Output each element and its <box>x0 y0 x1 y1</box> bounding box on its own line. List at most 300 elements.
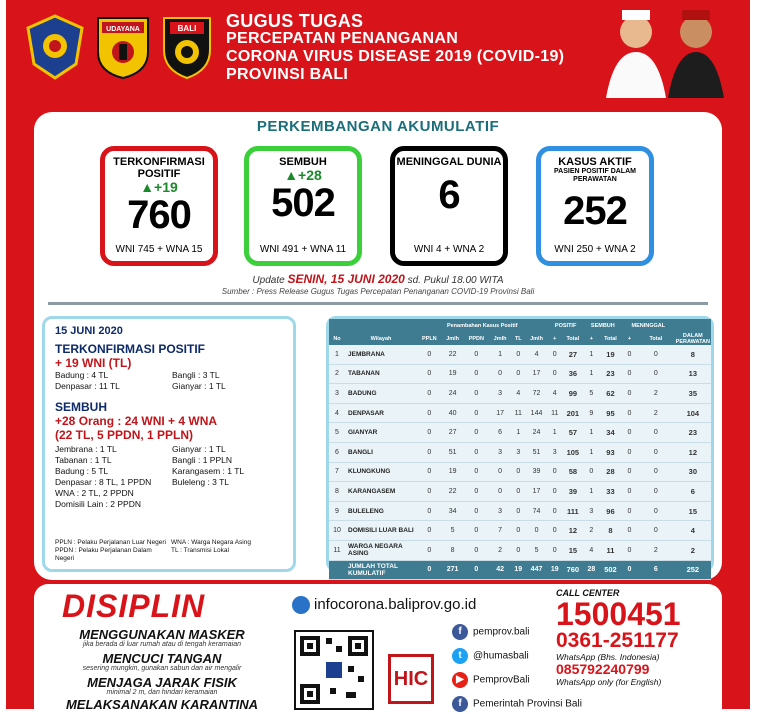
table-row <box>329 521 711 541</box>
table-cell: 0 <box>637 442 675 462</box>
positive-title: TERKONFIRMASI POSITIF <box>55 342 205 356</box>
column-header: Total <box>562 332 584 345</box>
column-header: + <box>584 332 599 345</box>
table-cell: 0 <box>417 364 442 384</box>
table-cell: 0 <box>511 482 525 502</box>
rule-handwash <box>62 652 262 673</box>
udayana-badge-text: UDAYANA <box>106 26 140 33</box>
rule-sub: minimal 2 m, dan hindari keramaian <box>106 689 218 696</box>
recovered-line: (22 TL, 5 PPDN, 1 PPLN) <box>55 428 194 442</box>
table-cell: 0 <box>622 462 637 482</box>
list-item: Badung : 4 TL <box>55 370 109 380</box>
region-cell: JUMLAH TOTAL KUMULATIF <box>345 560 417 580</box>
region-cell: BULELENG <box>345 501 417 521</box>
table-cell: 1 <box>329 345 345 364</box>
table-cell: 0 <box>622 403 637 423</box>
table-cell: 4 <box>675 521 711 541</box>
table-cell: 0 <box>622 540 637 560</box>
card-value: 502 <box>271 181 335 225</box>
table-cell: 105 <box>562 442 584 462</box>
table-cell: 0 <box>464 560 490 580</box>
table-cell: 51 <box>526 442 548 462</box>
table-cell: 0 <box>417 345 442 364</box>
table-cell: 40 <box>442 403 464 423</box>
positive-list <box>55 370 283 392</box>
call-center-number[interactable]: 0361-251177 <box>556 629 679 652</box>
title-line: CORONA VIRUS DISEASE 2019 (COVID-19) <box>226 48 565 65</box>
table-cell: 3 <box>489 384 511 404</box>
column-header: Jmlh <box>442 332 464 345</box>
legend-item: PPLN : Pelaku Perjalanan Luar Negeri <box>55 539 166 546</box>
table-total-row <box>329 560 711 580</box>
table-cell: 39 <box>562 482 584 502</box>
table-cell: 8 <box>599 521 622 541</box>
column-header: PPLN <box>417 332 442 345</box>
table-cell: 3 <box>584 501 599 521</box>
column-header: + <box>547 332 561 345</box>
table-cell: 58 <box>562 462 584 482</box>
table-cell: 74 <box>526 501 548 521</box>
table-cell: 0 <box>637 462 675 482</box>
table-cell: 7 <box>489 521 511 541</box>
table-cell: 0 <box>464 501 490 521</box>
card-foot: WNI 745 + WNA 15 <box>115 244 203 255</box>
facebook-icon: f <box>452 624 468 640</box>
table-cell: 30 <box>675 462 711 482</box>
rule-sub: jika berada di luar rumah atau di tengah keramaian <box>83 641 241 648</box>
udayana-logo <box>94 14 152 80</box>
table-cell: 447 <box>526 560 548 580</box>
website-link[interactable] <box>292 596 476 614</box>
column-header: + <box>622 332 637 345</box>
card-delta-value: +28 <box>298 167 322 183</box>
card-delta: ▲+28 <box>284 167 322 183</box>
social-handle: pemprov.bali <box>473 626 530 638</box>
section-title: PERKEMBANGAN AKUMULATIF <box>256 118 500 135</box>
card-label: TERKONFIRMASI POSITIF <box>113 156 205 180</box>
social-item[interactable] <box>452 624 530 640</box>
table-cell: 96 <box>599 501 622 521</box>
whatsapp-label: WhatsApp (Bhs. Indonesia) <box>556 652 660 662</box>
table-cell: 1 <box>584 345 599 364</box>
legend-item: TL : Transmisi Lokal <box>171 547 229 554</box>
column-header: No <box>329 332 345 345</box>
table-cell: 4 <box>526 345 548 364</box>
table-cell: 72 <box>526 384 548 404</box>
social-item[interactable] <box>452 672 530 688</box>
table-cell: 6 <box>637 560 675 580</box>
table-header-row <box>329 332 711 345</box>
card-value: 760 <box>127 193 191 237</box>
youtube-icon: ▶ <box>452 672 468 688</box>
list-item: Denpasar : 8 TL, 1 PPDN <box>55 477 152 487</box>
table-cell: 42 <box>489 560 511 580</box>
social-handle: Pemerintah Provinsi Bali <box>473 698 582 710</box>
table-cell: 19 <box>547 560 561 580</box>
table-cell: 271 <box>442 560 464 580</box>
table-row <box>329 540 711 560</box>
table-cell: 4 <box>511 384 525 404</box>
table-cell: 0 <box>547 345 561 364</box>
whatsapp-label: WhatsApp only (for English) <box>556 677 662 687</box>
table-cell: 0 <box>547 521 561 541</box>
social-handle: PemprovBali <box>473 674 530 686</box>
recovered-title: SEMBUH <box>55 400 108 414</box>
update-date: SENIN, 15 JUNI 2020 <box>287 272 405 286</box>
table-row <box>329 501 711 521</box>
table-cell: 0 <box>622 364 637 384</box>
footer <box>34 584 722 714</box>
table-cell: 502 <box>599 560 622 580</box>
table-cell: 1 <box>584 364 599 384</box>
legend-item: PPDN : Pelaku Perjalanan Dalam Negeri <box>55 547 152 562</box>
rule-quarantine <box>62 698 262 711</box>
table-cell: 0 <box>464 345 490 364</box>
table-body <box>329 345 711 580</box>
table-cell: 19 <box>442 462 464 482</box>
legend-item: WNA : Warga Negara Asing <box>171 539 251 546</box>
table-row <box>329 364 711 384</box>
bali-police-badge-text: BALI <box>177 24 197 33</box>
table-cell: 0 <box>464 482 490 502</box>
rule-main: MELAKSANAKAN KARANTINA <box>65 697 259 712</box>
positive-line: + 19 WNI (TL) <box>55 356 132 370</box>
table-cell: 7 <box>329 462 345 482</box>
table-cell: 27 <box>442 423 464 443</box>
social-item[interactable] <box>452 696 582 712</box>
list-item: Bangli : 3 TL <box>172 370 220 380</box>
table-cell: 1 <box>511 423 525 443</box>
table-cell <box>329 560 345 580</box>
table-cell: 17 <box>526 482 548 502</box>
header <box>6 0 750 110</box>
table-cell: 0 <box>464 384 490 404</box>
table-cell: 0 <box>622 345 637 364</box>
table-cell: 15 <box>675 501 711 521</box>
table-cell: 0 <box>417 403 442 423</box>
abbreviation-legend <box>55 539 287 563</box>
group-header: MENINGGAL <box>622 319 675 332</box>
table-cell: 0 <box>464 540 490 560</box>
table-cell: 93 <box>599 442 622 462</box>
table-cell: 4 <box>547 384 561 404</box>
table-cell: 10 <box>329 521 345 541</box>
table-row <box>329 403 711 423</box>
table-cell: 0 <box>622 482 637 502</box>
table-cell: 0 <box>417 540 442 560</box>
table-cell: 0 <box>511 540 525 560</box>
table-cell: 39 <box>526 462 548 482</box>
table-cell: 1 <box>584 442 599 462</box>
table-cell: 0 <box>511 521 525 541</box>
table-cell: 0 <box>622 442 637 462</box>
list-item: Badung : 5 TL <box>55 466 109 476</box>
table-cell: 8 <box>442 540 464 560</box>
card-value: 6 <box>438 173 460 217</box>
table-cell: 2 <box>329 364 345 384</box>
table-cell: 5 <box>442 521 464 541</box>
summary-date: 15 JUNI 2020 <box>55 325 123 337</box>
table-cell: 11 <box>511 403 525 423</box>
table-cell: 5 <box>584 384 599 404</box>
table-cell: 33 <box>599 482 622 502</box>
update-prefix: Update <box>252 275 285 286</box>
recovered-list <box>55 444 283 510</box>
table-cell: 0 <box>547 482 561 502</box>
card-label: SEMBUH <box>279 156 327 168</box>
list-item: Karangasem : 1 TL <box>172 466 245 476</box>
region-cell: TABANAN <box>345 364 417 384</box>
table-cell: 23 <box>599 364 622 384</box>
recovered-line: +28 Orang : 24 WNI + 4 WNA <box>55 414 218 428</box>
social-item[interactable] <box>452 648 529 664</box>
table-cell: 0 <box>417 423 442 443</box>
rule-sub: sesering mungkin, gunakan sabun dan air mengalir <box>82 665 242 672</box>
table-cell: 0 <box>637 482 675 502</box>
table-cell: 0 <box>417 501 442 521</box>
table-cell: 0 <box>622 384 637 404</box>
table-cell: 95 <box>599 403 622 423</box>
table-cell: 22 <box>442 345 464 364</box>
column-header: TL <box>511 332 525 345</box>
table-cell: 22 <box>442 482 464 502</box>
table-cell: 34 <box>442 501 464 521</box>
list-item: Denpasar : 11 TL <box>55 381 120 391</box>
table-cell: 0 <box>637 364 675 384</box>
list-item: Jembrana : 1 TL <box>55 444 117 454</box>
column-header <box>329 319 345 332</box>
region-cell: KARANGASEM <box>345 482 417 502</box>
table-row <box>329 384 711 404</box>
table-cell: 2 <box>637 540 675 560</box>
table-cell: 28 <box>584 560 599 580</box>
table-cell: 19 <box>599 345 622 364</box>
table-cell: 0 <box>637 345 675 364</box>
table-row <box>329 423 711 443</box>
table-cell: 1 <box>584 423 599 443</box>
divider <box>48 302 708 305</box>
table-cell: 0 <box>417 521 442 541</box>
table-cell: 3 <box>489 501 511 521</box>
table-cell: 17 <box>526 364 548 384</box>
table-cell: 11 <box>599 540 622 560</box>
table-cell: 12 <box>675 442 711 462</box>
table-cell: 252 <box>675 560 711 580</box>
table-cell: 2 <box>637 403 675 423</box>
table-row <box>329 345 711 364</box>
table-cell: 0 <box>547 540 561 560</box>
table-cell: 3 <box>547 442 561 462</box>
table-cell: 0 <box>547 462 561 482</box>
column-header: Total <box>599 332 622 345</box>
region-cell: KLUNGKUNG <box>345 462 417 482</box>
table-cell: 111 <box>562 501 584 521</box>
table-cell: 104 <box>675 403 711 423</box>
table-cell: 144 <box>526 403 548 423</box>
table-cell: 34 <box>599 423 622 443</box>
source-line: Sumber : Press Release Gugus Tugas Percepatan Penanganan COVID-19 Provinsi Bali <box>221 287 535 296</box>
table-cell: 760 <box>562 560 584 580</box>
call-center-number[interactable]: 1500451 <box>556 596 681 632</box>
table-cell: 5 <box>329 423 345 443</box>
twitter-icon: t <box>452 648 468 664</box>
table-cell: 4 <box>584 540 599 560</box>
rule-main: MENJAGA JARAK FISIK <box>87 675 237 690</box>
daily-summary <box>42 316 296 572</box>
region-cell: JEMBRANA <box>345 345 417 364</box>
table-cell: 9 <box>584 403 599 423</box>
qr-code <box>294 630 374 710</box>
table-cell: 1 <box>489 345 511 364</box>
table-cell: 36 <box>562 364 584 384</box>
table-cell: 0 <box>417 482 442 502</box>
card-value: 252 <box>563 189 627 233</box>
region-cell: BANGLI <box>345 442 417 462</box>
table-cell: 99 <box>562 384 584 404</box>
table-cell: 2 <box>675 540 711 560</box>
table-cell: 11 <box>547 403 561 423</box>
table-cell: 12 <box>562 521 584 541</box>
card-recovered <box>244 146 362 266</box>
call-center <box>556 588 718 687</box>
table-cell: 0 <box>489 482 511 502</box>
table-cell: 6 <box>489 423 511 443</box>
card-active <box>536 146 654 266</box>
table-cell: 0 <box>464 462 490 482</box>
table-cell: 0 <box>584 462 599 482</box>
table-cell: 1 <box>547 423 561 443</box>
bali-province-logo <box>26 14 84 80</box>
table-cell: 0 <box>622 521 637 541</box>
table-cell: 1 <box>584 482 599 502</box>
table-cell: 11 <box>329 540 345 560</box>
table-cell: 6 <box>675 482 711 502</box>
table-row <box>329 482 711 502</box>
card-sub: PASIEN POSITIF DALAM PERAWATAN <box>554 168 636 183</box>
table-cell: 5 <box>526 540 548 560</box>
table-cell: 62 <box>599 384 622 404</box>
card-confirmed <box>100 146 218 266</box>
disiplin-heading: DISIPLIN <box>62 588 206 624</box>
list-item: Gianyar : 1 TL <box>172 444 226 454</box>
list-item: Tabanan : 1 TL <box>55 455 112 465</box>
card-foot: WNI 491 + WNA 11 <box>259 244 347 255</box>
table-cell: 2 <box>584 521 599 541</box>
table-cell: 0 <box>526 521 548 541</box>
table-cell: 0 <box>637 501 675 521</box>
table-cell: 19 <box>442 364 464 384</box>
card-label: MENINGGAL DUNIA <box>396 156 502 168</box>
group-header: SEMBUH <box>584 319 622 332</box>
table-cell: 0 <box>637 423 675 443</box>
facebook-icon: f <box>452 696 468 712</box>
title-line: PERCEPATAN PENANGANAN <box>226 30 459 47</box>
table-cell: 0 <box>511 345 525 364</box>
hic-logo: HIC <box>388 654 434 704</box>
column-header: DALAM PERAWATAN <box>675 332 710 345</box>
table-cell: 0 <box>464 521 490 541</box>
table-cell: 0 <box>489 364 511 384</box>
update-suffix: sd. Pukul 18.00 WITA <box>407 275 504 286</box>
table-cell: 28 <box>599 462 622 482</box>
card-delta: ▲+19 <box>140 179 178 195</box>
table-cell: 3 <box>511 442 525 462</box>
table-cell: 35 <box>675 384 711 404</box>
table-cell: 0 <box>464 423 490 443</box>
infographic-poster <box>6 0 750 712</box>
card-delta-value: +19 <box>154 179 178 195</box>
table-group-header <box>329 319 711 332</box>
table-cell: 3 <box>329 384 345 404</box>
table-cell: 0 <box>511 364 525 384</box>
table-cell: 19 <box>511 560 525 580</box>
table-cell: 2 <box>489 540 511 560</box>
title-line: GUGUS TUGAS <box>226 11 364 31</box>
list-item <box>172 488 283 499</box>
card-deaths <box>390 146 508 266</box>
region-cell: BADUNG <box>345 384 417 404</box>
table-cell: 0 <box>622 560 637 580</box>
table-cell: 3 <box>489 442 511 462</box>
table-cell: 24 <box>442 384 464 404</box>
table-cell: 0 <box>511 501 525 521</box>
list-item: Bangli : 1 PPLN <box>172 455 233 465</box>
table-cell: 0 <box>464 403 490 423</box>
table-cell: 0 <box>547 364 561 384</box>
table-cell: 8 <box>329 482 345 502</box>
table-cell: 57 <box>562 423 584 443</box>
list-item: Buleleng : 3 TL <box>172 477 230 487</box>
group-header: POSITIF <box>547 319 583 332</box>
globe-icon <box>292 596 310 614</box>
rule-mask <box>62 628 262 649</box>
rule-distance <box>62 676 262 697</box>
table-cell: 8 <box>675 345 711 364</box>
rule-main: MENGGUNAKAN MASKER <box>79 627 245 642</box>
group-header: Penambahan Kasus Positif <box>417 319 547 332</box>
column-header <box>675 319 711 332</box>
table-cell: 13 <box>675 364 711 384</box>
poster-title <box>226 12 564 84</box>
table-cell: 0 <box>637 521 675 541</box>
table-cell: 0 <box>622 501 637 521</box>
table-cell: 27 <box>562 345 584 364</box>
table-cell: 2 <box>637 384 675 404</box>
cases-table <box>329 319 711 580</box>
column-header <box>345 319 417 332</box>
table-cell: 0 <box>547 501 561 521</box>
table-row <box>329 442 711 462</box>
table-cell: 0 <box>511 462 525 482</box>
region-cell: WARGA NEGARA ASING <box>345 540 417 560</box>
table-cell: 0 <box>464 442 490 462</box>
column-header: Total <box>637 332 675 345</box>
column-header: Wilayah <box>345 332 417 345</box>
website-url: infocorona.baliprov.go.id <box>314 596 477 613</box>
call-center-label: CALL CENTER <box>556 588 620 598</box>
social-handle: @humasbali <box>473 650 529 662</box>
leaders-photo <box>584 2 744 98</box>
table-cell: 0 <box>464 364 490 384</box>
column-header: Jmlh <box>526 332 548 345</box>
list-item: Gianyar : 1 TL <box>172 381 226 391</box>
column-header: PPDN <box>464 332 490 345</box>
whatsapp-number[interactable]: 085792240799 <box>556 661 650 677</box>
statistics-panel <box>34 112 722 580</box>
table-cell: 0 <box>417 384 442 404</box>
table-cell: 0 <box>417 560 442 580</box>
table-cell: 24 <box>526 423 548 443</box>
